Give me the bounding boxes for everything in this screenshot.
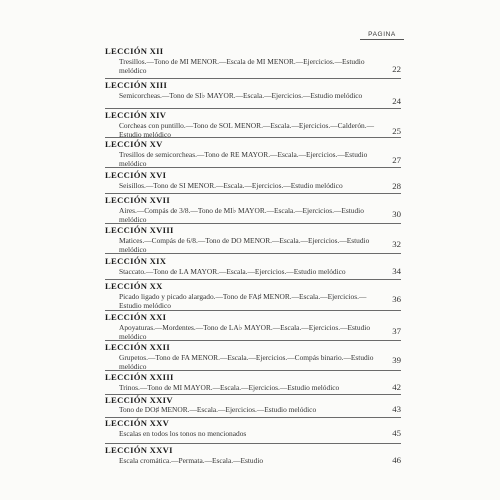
lesson-page-number: 37	[392, 326, 401, 336]
toc-entry	[105, 139, 401, 169]
lesson-description: Apoyaturas.—Mordentes.—Tono de LA♭ MAYOR.—Escala.—Ejercicios.—Estudio melódico	[119, 323, 371, 341]
lesson-description: Trinos.—Tono de MI MAYOR.—Escala.—Ejercicios.—Estudio melódico	[119, 383, 340, 392]
lesson-page-number: 34	[392, 266, 401, 276]
divider	[105, 167, 401, 168]
lesson-page-number: 45	[392, 428, 401, 438]
lesson-title: LECCIÓN XVIII	[105, 225, 174, 235]
divider	[105, 279, 401, 280]
lesson-title: LECCIÓN XXV	[105, 418, 170, 428]
lesson-page-number: 25	[392, 126, 401, 136]
toc-entry	[105, 110, 401, 140]
lesson-page-number: 24	[392, 96, 401, 106]
toc-entry	[105, 281, 401, 311]
lesson-title: LECCIÓN XXIV	[105, 395, 173, 405]
lesson-title: LECCIÓN XVI	[105, 170, 167, 180]
lesson-page-number: 46	[392, 455, 401, 465]
lesson-description: Seisillos.—Tono de SI MENOR.—Escala.—Ejercicios.—Estudio melódico	[119, 181, 343, 190]
lesson-page-number: 39	[392, 355, 401, 365]
lesson-description: Tono de DO♯ MENOR.—Escala.—Ejercicios.—Estudio melódico	[119, 405, 317, 414]
lesson-description: Grupetos.—Tono de FA MENOR.—Escala.—Ejercicios.—Compás binario.—Estudio melódico	[119, 353, 374, 371]
toc-entry	[105, 342, 401, 372]
divider	[105, 78, 401, 79]
page-column-header: PAGINA	[360, 31, 404, 40]
divider	[105, 223, 401, 224]
divider	[105, 310, 401, 311]
toc-entry	[105, 80, 401, 110]
toc-entry	[105, 395, 401, 417]
lesson-page-number: 43	[392, 404, 401, 414]
divider	[105, 137, 401, 138]
lesson-title: LECCIÓN XXII	[105, 342, 170, 352]
toc-entry	[105, 372, 401, 394]
lesson-title: LECCIÓN XIX	[105, 256, 167, 266]
lesson-title: LECCIÓN XIII	[105, 80, 168, 90]
toc-entry	[105, 312, 401, 342]
lesson-description: Semicorcheas.—Tono de SI♭ MAYOR.—Escala.—Ejercicios.—Estudio melódico	[119, 91, 363, 100]
lesson-description: Aires.—Compás de 3/8.—Tono de MI♭ MAYOR.—Escala.—Ejercicios.—Estudio melódico	[119, 206, 364, 224]
toc-entry	[105, 195, 401, 225]
divider	[105, 340, 401, 341]
lesson-title: LECCIÓN XXIII	[105, 372, 174, 382]
lesson-title: LECCIÓN XX	[105, 281, 163, 291]
divider	[105, 193, 401, 194]
toc-entry	[105, 170, 401, 194]
lesson-title: LECCIÓN XV	[105, 139, 163, 149]
lesson-title: LECCIÓN XXVI	[105, 445, 173, 455]
divider	[105, 443, 401, 444]
lesson-description: Tresillos.—Tono de MI MENOR.—Escala de MI MENOR.—Ejercicios.—Estudio melódico	[119, 57, 365, 75]
divider	[105, 253, 401, 254]
divider	[105, 370, 401, 371]
lesson-page-number: 32	[392, 239, 401, 249]
lesson-description: Matices.—Compás de 6/8.—Tono de DO MENOR.—Escala.—Ejercicios.—Estudio melódico	[119, 236, 370, 254]
lesson-description: Picado ligado y picado alargado.—Tono de FA♯ MENOR.—Escala.—Ejercicios.—Estudio melódico	[119, 292, 367, 310]
lesson-page-number: 27	[392, 155, 401, 165]
lesson-title: LECCIÓN XVII	[105, 195, 170, 205]
lesson-description: Corcheas con puntillo.—Tono de SOL MENOR.—Escala.—Ejercicios.—Calderón.—Estudio melódico	[119, 121, 374, 139]
divider	[105, 108, 401, 109]
lesson-title: LECCIÓN XIV	[105, 110, 167, 120]
lesson-page-number: 28	[392, 181, 401, 191]
toc-entry	[105, 256, 401, 280]
lesson-description: Escala cromática.—Permata.—Escala.—Estudio	[119, 456, 264, 465]
lesson-title: LECCIÓN XXI	[105, 312, 167, 322]
toc-entry	[105, 46, 401, 76]
toc-entry	[105, 445, 401, 469]
lesson-description: Tresillos de semicorcheas.—Tono de RE MAYOR.—Escala.—Ejercicios.—Estudio melódico	[119, 150, 368, 168]
toc-entry	[105, 225, 401, 255]
lesson-page-number: 42	[392, 382, 401, 392]
lesson-description: Staccato.—Tono de LA MAYOR.—Escala.—Ejercicios.—Estudio melódico	[119, 267, 346, 276]
lesson-description: Escalas en todos los tonos no mencionados	[119, 429, 247, 438]
lesson-page-number: 36	[392, 294, 401, 304]
lesson-title: LECCIÓN XII	[105, 46, 164, 56]
lesson-page-number: 30	[392, 209, 401, 219]
lesson-page-number: 22	[392, 64, 401, 74]
toc-entry	[105, 418, 401, 442]
